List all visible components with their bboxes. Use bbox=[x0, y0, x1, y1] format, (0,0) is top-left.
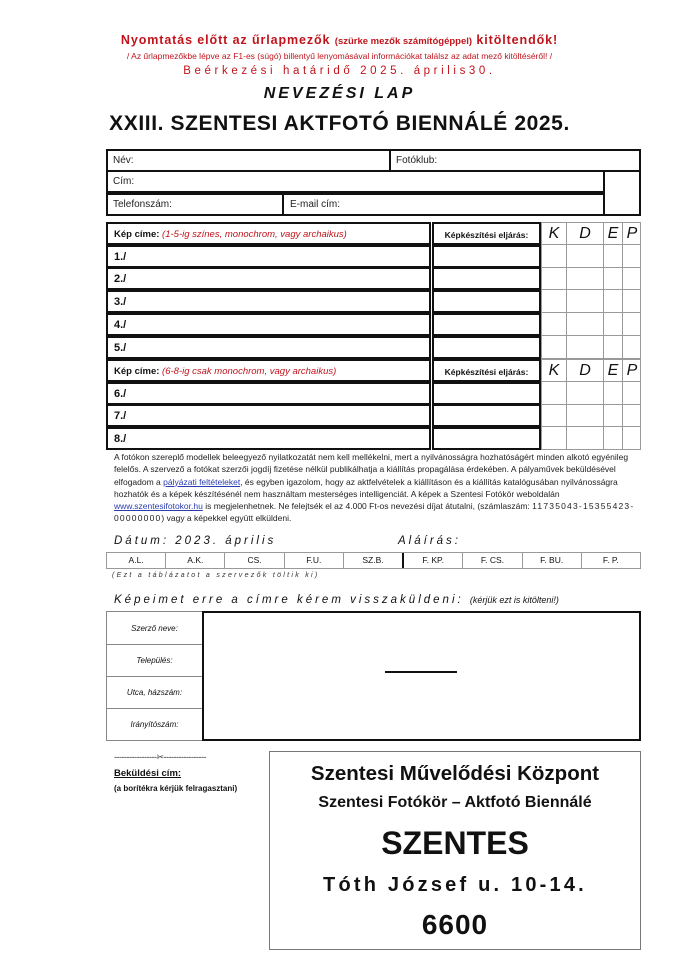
address-zip: 6600 bbox=[421, 909, 489, 940]
jury-score-row bbox=[541, 404, 641, 427]
jury-score-cell bbox=[603, 336, 622, 358]
event-title: XXIII. SZENTESI AKTFOTÓ BIENNÁLÉ 2025. bbox=[109, 112, 570, 135]
jury-cell: CS. bbox=[224, 553, 283, 568]
jury-score-cell bbox=[622, 267, 641, 289]
disclaimer bbox=[114, 451, 640, 525]
picture-title-field[interactable] bbox=[106, 245, 431, 268]
jury-score-cell bbox=[622, 313, 641, 335]
send-title: Beküldési cím: bbox=[114, 768, 182, 779]
return-title-text: Képeimet erre a címre kérem visszaküldeni: bbox=[114, 594, 464, 606]
jury-column-label: E bbox=[603, 223, 622, 244]
jury-note: (Ezt a táblázatot a szervezők töltik ki) bbox=[112, 572, 320, 579]
address-field[interactable] bbox=[106, 170, 605, 193]
jury-table bbox=[106, 552, 641, 569]
jury-score-row bbox=[541, 382, 641, 405]
picture-number: 6./ bbox=[114, 387, 127, 400]
phone-label: Telefonszám: bbox=[113, 199, 172, 210]
picture-number: 2./ bbox=[114, 273, 127, 286]
process-label: Képkészítési eljárás: bbox=[444, 230, 529, 240]
jury-cell: F. BU. bbox=[522, 553, 581, 568]
disclaimer-text: , és egyben igazolom, hogy az aktfelvételek a kiállításon és a kiállítás katalógusában nyilvánosságra hozhatók és a képek készítésénél nem használtam mesterséges intelligenciát. A képek a Szentesi Fotókör weboldalán bbox=[114, 476, 618, 499]
jury-score-cell bbox=[603, 267, 622, 289]
jury-score-cell bbox=[566, 382, 603, 404]
jury-column-label: P bbox=[622, 360, 641, 381]
jury-score-cell bbox=[603, 313, 622, 335]
title-label: Kép címe: bbox=[114, 229, 160, 240]
picture-header bbox=[106, 359, 431, 382]
title-note: (1-5-ig színes, monochrom, vagy archaikus) bbox=[162, 229, 347, 240]
scissors-cut-line: -----------------✂----------------- bbox=[114, 752, 206, 762]
jury-score-cell bbox=[541, 336, 566, 358]
return-label: Szerző neve: bbox=[131, 623, 178, 633]
jury-column-label: D bbox=[566, 360, 603, 381]
jury-score-cell bbox=[566, 245, 603, 267]
jury-cell: F. KP. bbox=[402, 553, 462, 568]
jury-score-cell bbox=[541, 382, 566, 404]
jury-score-cell bbox=[603, 427, 622, 449]
picture-title-label bbox=[114, 366, 336, 377]
process-label: Képkészítési eljárás: bbox=[444, 367, 529, 377]
return-title-note: (kérjük ezt is kitölteni!) bbox=[469, 595, 559, 605]
print-notice-a: Nyomtatás előtt az űrlapmezők bbox=[120, 33, 331, 47]
title-label: Kép címe: bbox=[114, 366, 160, 377]
process-field[interactable] bbox=[432, 427, 541, 450]
signature-label: Aláírás: bbox=[398, 535, 461, 547]
jury-cell: A.K. bbox=[165, 553, 224, 568]
website-link[interactable]: www.szentesifotokor.hu bbox=[114, 501, 203, 512]
disclaimer-text: A fotókon szereplő modellek beleegyező nyilatkozatát nem kell mellékelni, mert a nyilvánosságra hozhatóságért minden alkotó egyénileg felelős. A szervező a fotókat szerzői jogdíj fizetése nélkül publikálhatja a kiállítás propagálása érdekében. A pályaművek beküldésével elfogadom a bbox=[114, 452, 629, 487]
picture-title-field[interactable] bbox=[106, 427, 431, 450]
disclaimer-text: ) vagy a képekkel együtt elküldeni. bbox=[161, 513, 292, 524]
jury-header bbox=[541, 222, 641, 245]
jury-cell: F. P. bbox=[581, 553, 640, 568]
return-address-title bbox=[114, 594, 559, 606]
return-label: Település: bbox=[107, 644, 202, 676]
process-field[interactable] bbox=[432, 382, 541, 405]
divider bbox=[389, 149, 391, 172]
picture-title-field[interactable] bbox=[106, 313, 431, 336]
jury-score-cell bbox=[603, 404, 622, 426]
title-note: (6-8-ig csak monochrom, vagy archaikus) bbox=[162, 366, 337, 377]
jury-score-row bbox=[541, 427, 641, 450]
club-label: Fotóklub: bbox=[396, 155, 438, 166]
jury-score-row bbox=[541, 336, 641, 359]
jury-score-cell bbox=[541, 313, 566, 335]
address-city: SZENTES bbox=[381, 825, 529, 861]
jury-cell: F. CS. bbox=[462, 553, 521, 568]
account-number: 11735043-15355423-00000000 bbox=[114, 501, 635, 524]
jury-cell: F.U. bbox=[284, 553, 343, 568]
help-notice: / Az űrlapmezőkbe lépve az F1-es (súgó) billentyű lenyomásával információkat találsz az adat mező kitöltéséről! / bbox=[126, 51, 553, 61]
jury-score-cell bbox=[566, 290, 603, 312]
jury-column-label: K bbox=[541, 223, 566, 244]
name-label: Név: bbox=[113, 155, 134, 166]
address-line-1: Szentesi Művelődési Központ bbox=[310, 762, 600, 785]
address-label: Cím: bbox=[113, 176, 135, 187]
jury-score-cell bbox=[566, 427, 603, 449]
jury-score-cell bbox=[566, 404, 603, 426]
picture-number: 5./ bbox=[114, 341, 127, 354]
jury-score-cell bbox=[622, 404, 641, 426]
jury-cell: A.L. bbox=[128, 555, 144, 565]
date-label: Dátum: 2023. április bbox=[114, 535, 277, 547]
process-header bbox=[432, 359, 541, 382]
jury-score-cell bbox=[622, 336, 641, 358]
jury-score-row bbox=[541, 267, 641, 290]
return-label: Utca, házszám: bbox=[107, 676, 202, 708]
picture-number: 3./ bbox=[114, 296, 127, 309]
picture-title-field[interactable] bbox=[106, 290, 431, 313]
disclaimer-text: is megjelenhetnek. Ne felejtsék el az 4.000 Ft-os nevezési díjat átutalni, (számlaszám: bbox=[202, 501, 533, 512]
process-field[interactable] bbox=[432, 267, 541, 290]
jury-score-cell bbox=[622, 427, 641, 449]
picture-number: 8./ bbox=[114, 433, 127, 446]
jury-score-row bbox=[541, 313, 641, 336]
mailing-address-label bbox=[269, 751, 641, 950]
picture-title-field[interactable] bbox=[106, 267, 431, 290]
jury-score-cell bbox=[566, 313, 603, 335]
return-address-field[interactable] bbox=[202, 611, 641, 741]
print-notice bbox=[0, 33, 679, 47]
jury-score-cell bbox=[622, 382, 641, 404]
picture-header bbox=[106, 222, 431, 245]
jury-score-cell bbox=[541, 404, 566, 426]
print-notice-b: kitöltendők! bbox=[476, 33, 559, 47]
email-label: E-mail cím: bbox=[290, 199, 340, 210]
name-field[interactable] bbox=[106, 149, 641, 172]
print-notice-small: (szürke mezők számítógéppel) bbox=[334, 36, 473, 47]
jury-score-row bbox=[541, 290, 641, 313]
conditions-link[interactable]: pályázati feltételeket bbox=[163, 476, 241, 487]
address-street: Tóth József u. 10-14. bbox=[323, 874, 587, 896]
return-labels bbox=[106, 611, 203, 741]
process-field[interactable] bbox=[432, 290, 541, 313]
jury-column-label: D bbox=[566, 223, 603, 244]
jury-score-cell bbox=[541, 427, 566, 449]
divider bbox=[282, 193, 284, 216]
return-label: Irányítószám: bbox=[107, 708, 202, 740]
process-field[interactable] bbox=[432, 336, 541, 359]
jury-score-cell bbox=[541, 245, 566, 267]
picture-title-label bbox=[114, 229, 347, 240]
process-field[interactable] bbox=[432, 313, 541, 336]
jury-score-cell bbox=[541, 267, 566, 289]
jury-score-cell bbox=[603, 382, 622, 404]
jury-score-cell bbox=[603, 290, 622, 312]
jury-score-cell bbox=[622, 245, 641, 267]
picture-title-field[interactable] bbox=[106, 336, 431, 359]
jury-score-row bbox=[541, 245, 641, 268]
process-field[interactable] bbox=[432, 245, 541, 268]
jury-score-cell bbox=[541, 290, 566, 312]
picture-title-field[interactable] bbox=[106, 404, 431, 427]
picture-title-field[interactable] bbox=[106, 382, 431, 405]
process-field[interactable] bbox=[432, 404, 541, 427]
process-header bbox=[432, 222, 541, 245]
jury-score-cell bbox=[622, 290, 641, 312]
jury-header bbox=[541, 359, 641, 382]
picture-number: 7./ bbox=[114, 410, 127, 423]
deadline: Beérkezési határidő 2025. április30. bbox=[183, 65, 496, 77]
jury-score-cell bbox=[603, 245, 622, 267]
jury-score-cell bbox=[566, 336, 603, 358]
jury-column-label: K bbox=[541, 360, 566, 381]
divider-line bbox=[385, 671, 457, 673]
picture-number: 4./ bbox=[114, 318, 127, 331]
side-box bbox=[603, 170, 641, 216]
picture-number: 1./ bbox=[114, 250, 127, 263]
address-line-2: Szentesi Fotókör – Aktfotó Biennálé bbox=[318, 794, 592, 811]
send-note: (a borítékra kérjük felragasztani) bbox=[114, 784, 238, 793]
jury-column-label: P bbox=[622, 223, 641, 244]
jury-column-label: E bbox=[603, 360, 622, 381]
jury-score-cell bbox=[566, 267, 603, 289]
form-title: NEVEZÉSI LAP bbox=[263, 85, 416, 102]
jury-cell: SZ.B. bbox=[343, 553, 402, 568]
phone-field[interactable] bbox=[106, 193, 605, 216]
